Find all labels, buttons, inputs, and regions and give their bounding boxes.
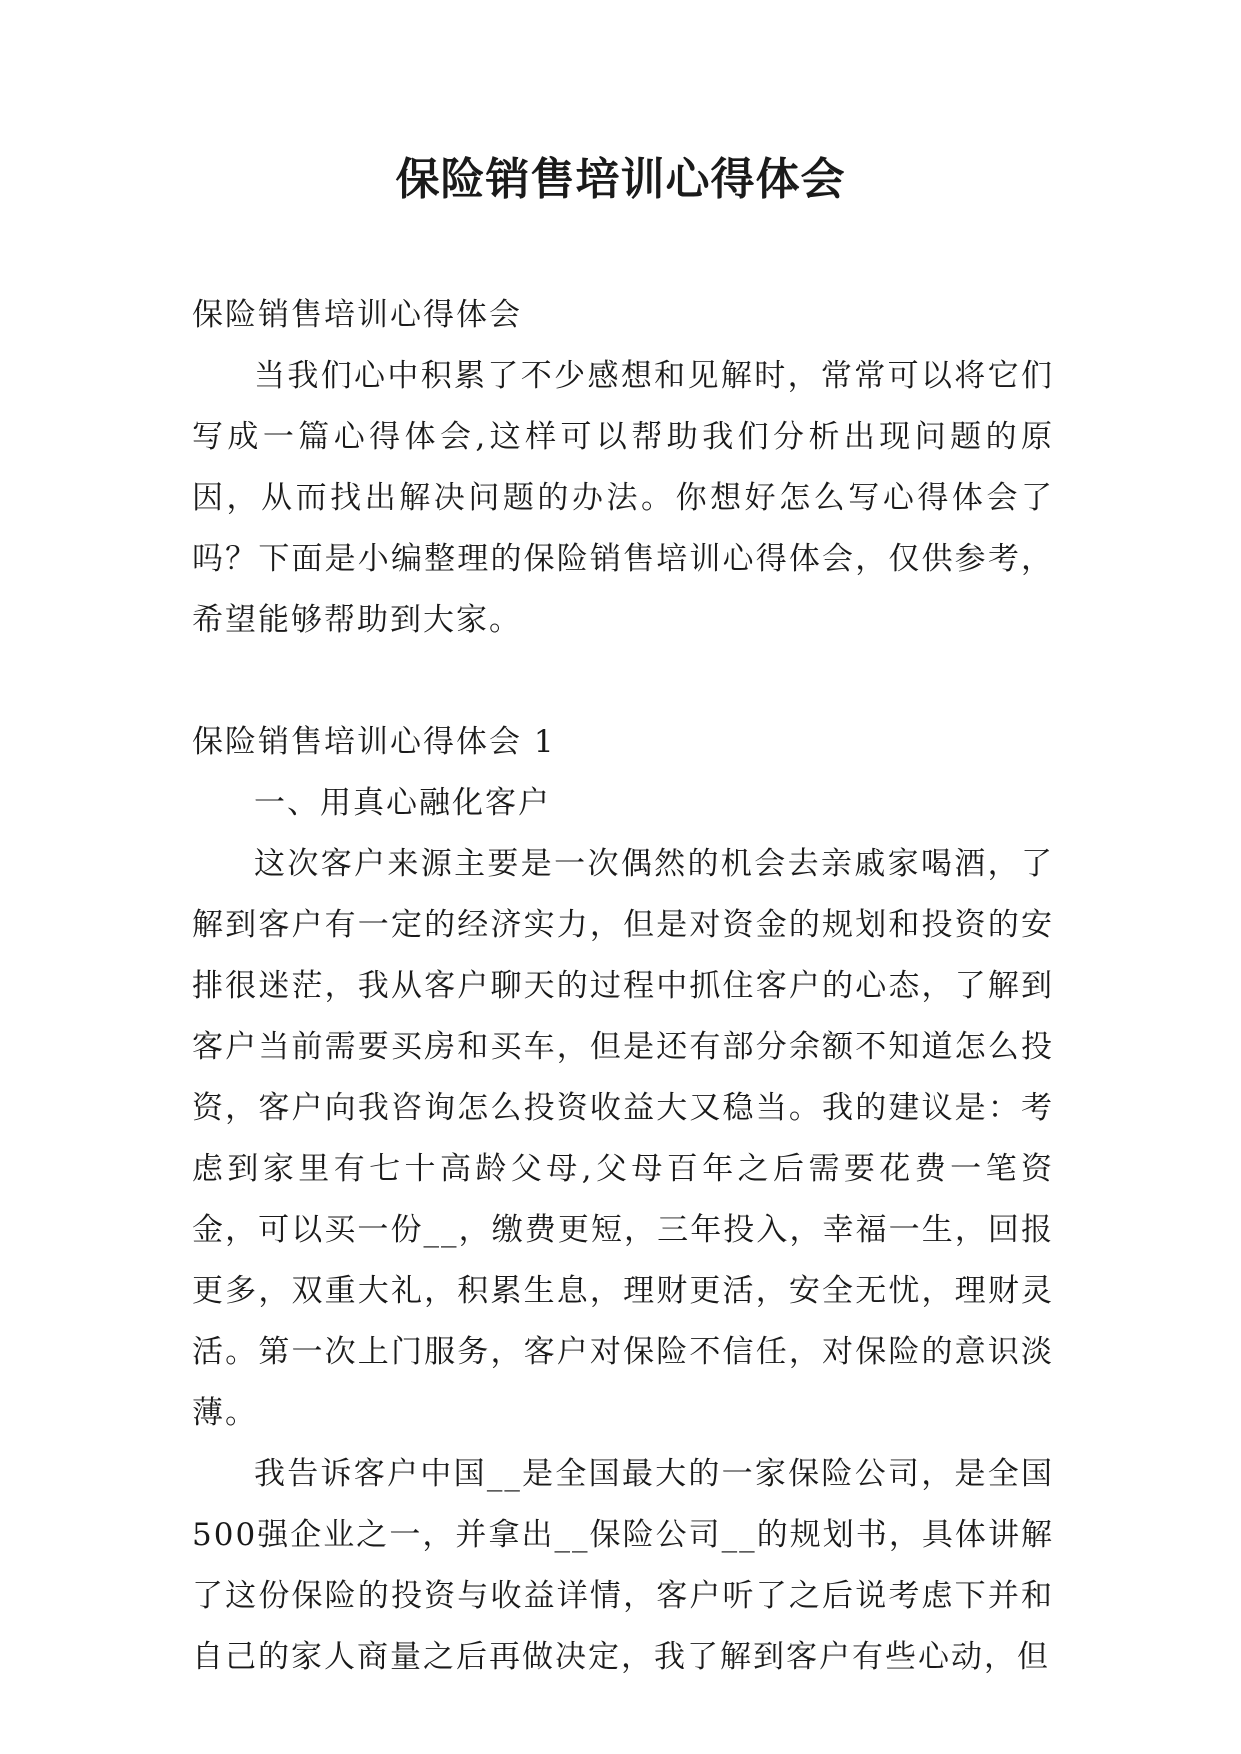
body-paragraph: 我告诉客户中国__是全国最大的一家保险公司，是全国500强企业之一，并拿出__保险公司__的规划书，具体讲解了这份保险的投资与收益详情，客户听了之后说考虑下并和自己的家人商量之后再做决定，我了解到客户有些心动，但 (192, 1456, 1054, 1675)
paragraph-spacer (192, 651, 1054, 712)
section-subheading: 一、用真心融化客户 (254, 785, 551, 821)
document-title: 保险销售培训心得体会 (395, 154, 846, 205)
subtitle: 保险销售培训心得体会 (192, 297, 522, 333)
body-paragraph: 这次客户来源主要是一次偶然的机会去亲戚家喝酒，了解到客户有一定的经济实力，但是对资金的规划和投资的安排很迷茫，我从客户聊天的过程中抓住客户的心态，了解到客户当前需要买房和买车，但是还有部分余额不知道怎么投资，客户向我咨询怎么投资收益大又稳当。我的建议是：考虑到家里有七十高龄父母,父母百年之后需要花费一笔资金，可以买一份__，缴费更短，三年投入，幸福一生，回报更多，双重大礼，积累生息，理财更活，安全无忧，理财灵活。第一次上门服务，客户对保险不信任，对保险的意识淡薄。 (192, 846, 1054, 1431)
intro-paragraph: 当我们心中积累了不少感想和见解时，常常可以将它们写成一篇心得体会,这样可以帮助我们分析出现问题的原因，从而找出解决问题的办法。你想好怎么写心得体会了吗？下面是小编整理的保险销售培训心得体会，仅供参考，希望能够帮助到大家。 (192, 358, 1054, 638)
section-heading: 保险销售培训心得体会 1 (192, 724, 556, 760)
document-body (192, 285, 1054, 1688)
